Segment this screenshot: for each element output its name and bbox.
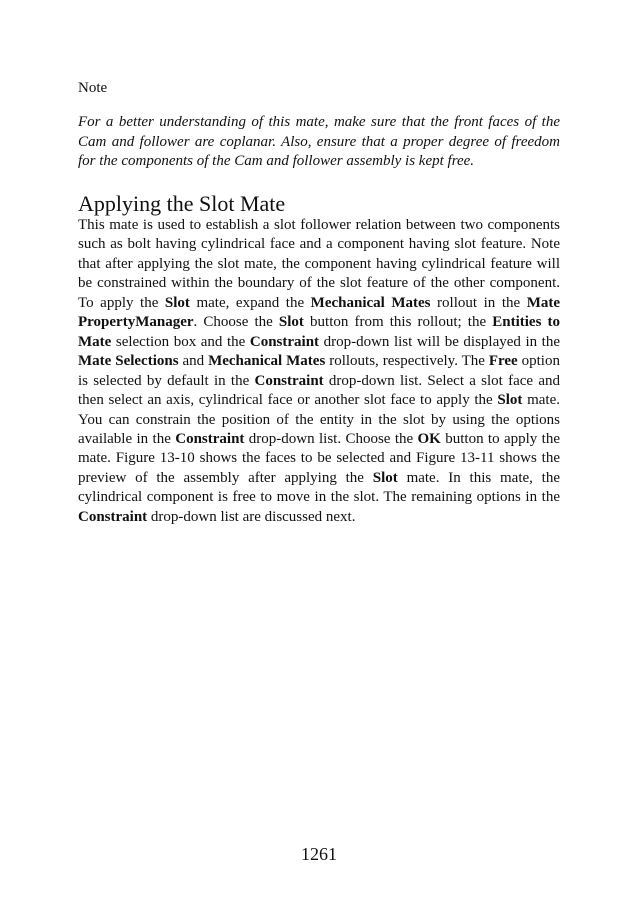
body-text-segment: and — [178, 353, 209, 370]
document-page — [78, 0, 560, 900]
ui-term-mate-selections: Mate Selections — [78, 353, 179, 370]
ui-term-mechanical-mates: Mechanical Mates — [208, 353, 326, 370]
ui-term-slot: Slot — [497, 392, 523, 409]
ui-term-slot: Slot — [164, 294, 190, 311]
ui-term-constraint: Constraint — [78, 508, 148, 525]
body-text-segment: drop-down list. Choose the — [244, 430, 418, 447]
body-text-segment: drop-down list. Select a slot face and then select an axis, cylindrical face or another slot face to apply the — [78, 372, 560, 409]
note-text: For a better understanding of this mate, make sure that the front faces of the Cam and follower are coplanar. Also, ensure that a proper degree of freedom for the components of the Cam and follower assembly is kept free. — [78, 114, 560, 170]
body-text-segment: drop-down list will be displayed in the — [319, 333, 561, 350]
ui-term-slot: Slot — [372, 469, 398, 486]
body-text-segment: drop-down list are discussed next. — [147, 508, 356, 525]
body-text-segment: rollouts, respectively. The — [325, 353, 489, 370]
body-text-segment: button from this rollout; the — [303, 314, 493, 331]
page-number: 1261 — [301, 844, 337, 864]
body-text-segment: mate. You can constrain the position of the entity in the slot by using the options available in the — [78, 392, 560, 447]
ui-term-constraint: Constraint — [249, 333, 320, 350]
note-label: Note — [78, 80, 108, 96]
body-text-segment: mate, expand the — [189, 294, 311, 311]
ui-term-mechanical-mates: Mechanical Mates — [310, 294, 431, 311]
ui-term-constraint: Constraint — [254, 372, 324, 389]
body-text-segment: . Choose the — [193, 314, 279, 331]
body-text-segment: mate. In this mate, the cylindrical component is free to move in the slot. The remaining options in the — [78, 469, 561, 506]
ui-term-mate-propertymanager: Mate PropertyManager — [78, 294, 561, 331]
ui-term-slot: Slot — [278, 314, 304, 331]
body-text-segment: rollout in the — [430, 294, 527, 311]
ui-term-entities-to-mate: Entities to Mate — [78, 314, 561, 350]
body-text-segment: This mate is used to establish a slot follower relation between two components such as bolt having cylindrical face and a component having slot feature. Note that after applying the slot mate, the component having cylindrical feature will be constrained within the boundary of the slot feature of the other component. To apply the — [78, 217, 560, 311]
section-heading: Applying the Slot Mate — [78, 191, 286, 216]
body-paragraph — [78, 216, 560, 527]
body-text-segment: button to apply the mate. Figure 13-10 shows the faces to be selected and Figure 13-11 shows the preview of the assembly after applying the — [78, 430, 560, 486]
ui-term-free: Free — [488, 353, 518, 370]
body-text-segment: selection box and the — [111, 333, 250, 350]
ui-term-constraint: Constraint — [175, 430, 245, 447]
body-text-segment: option is selected by default in the — [78, 353, 560, 389]
ui-term-ok: OK — [417, 430, 441, 447]
